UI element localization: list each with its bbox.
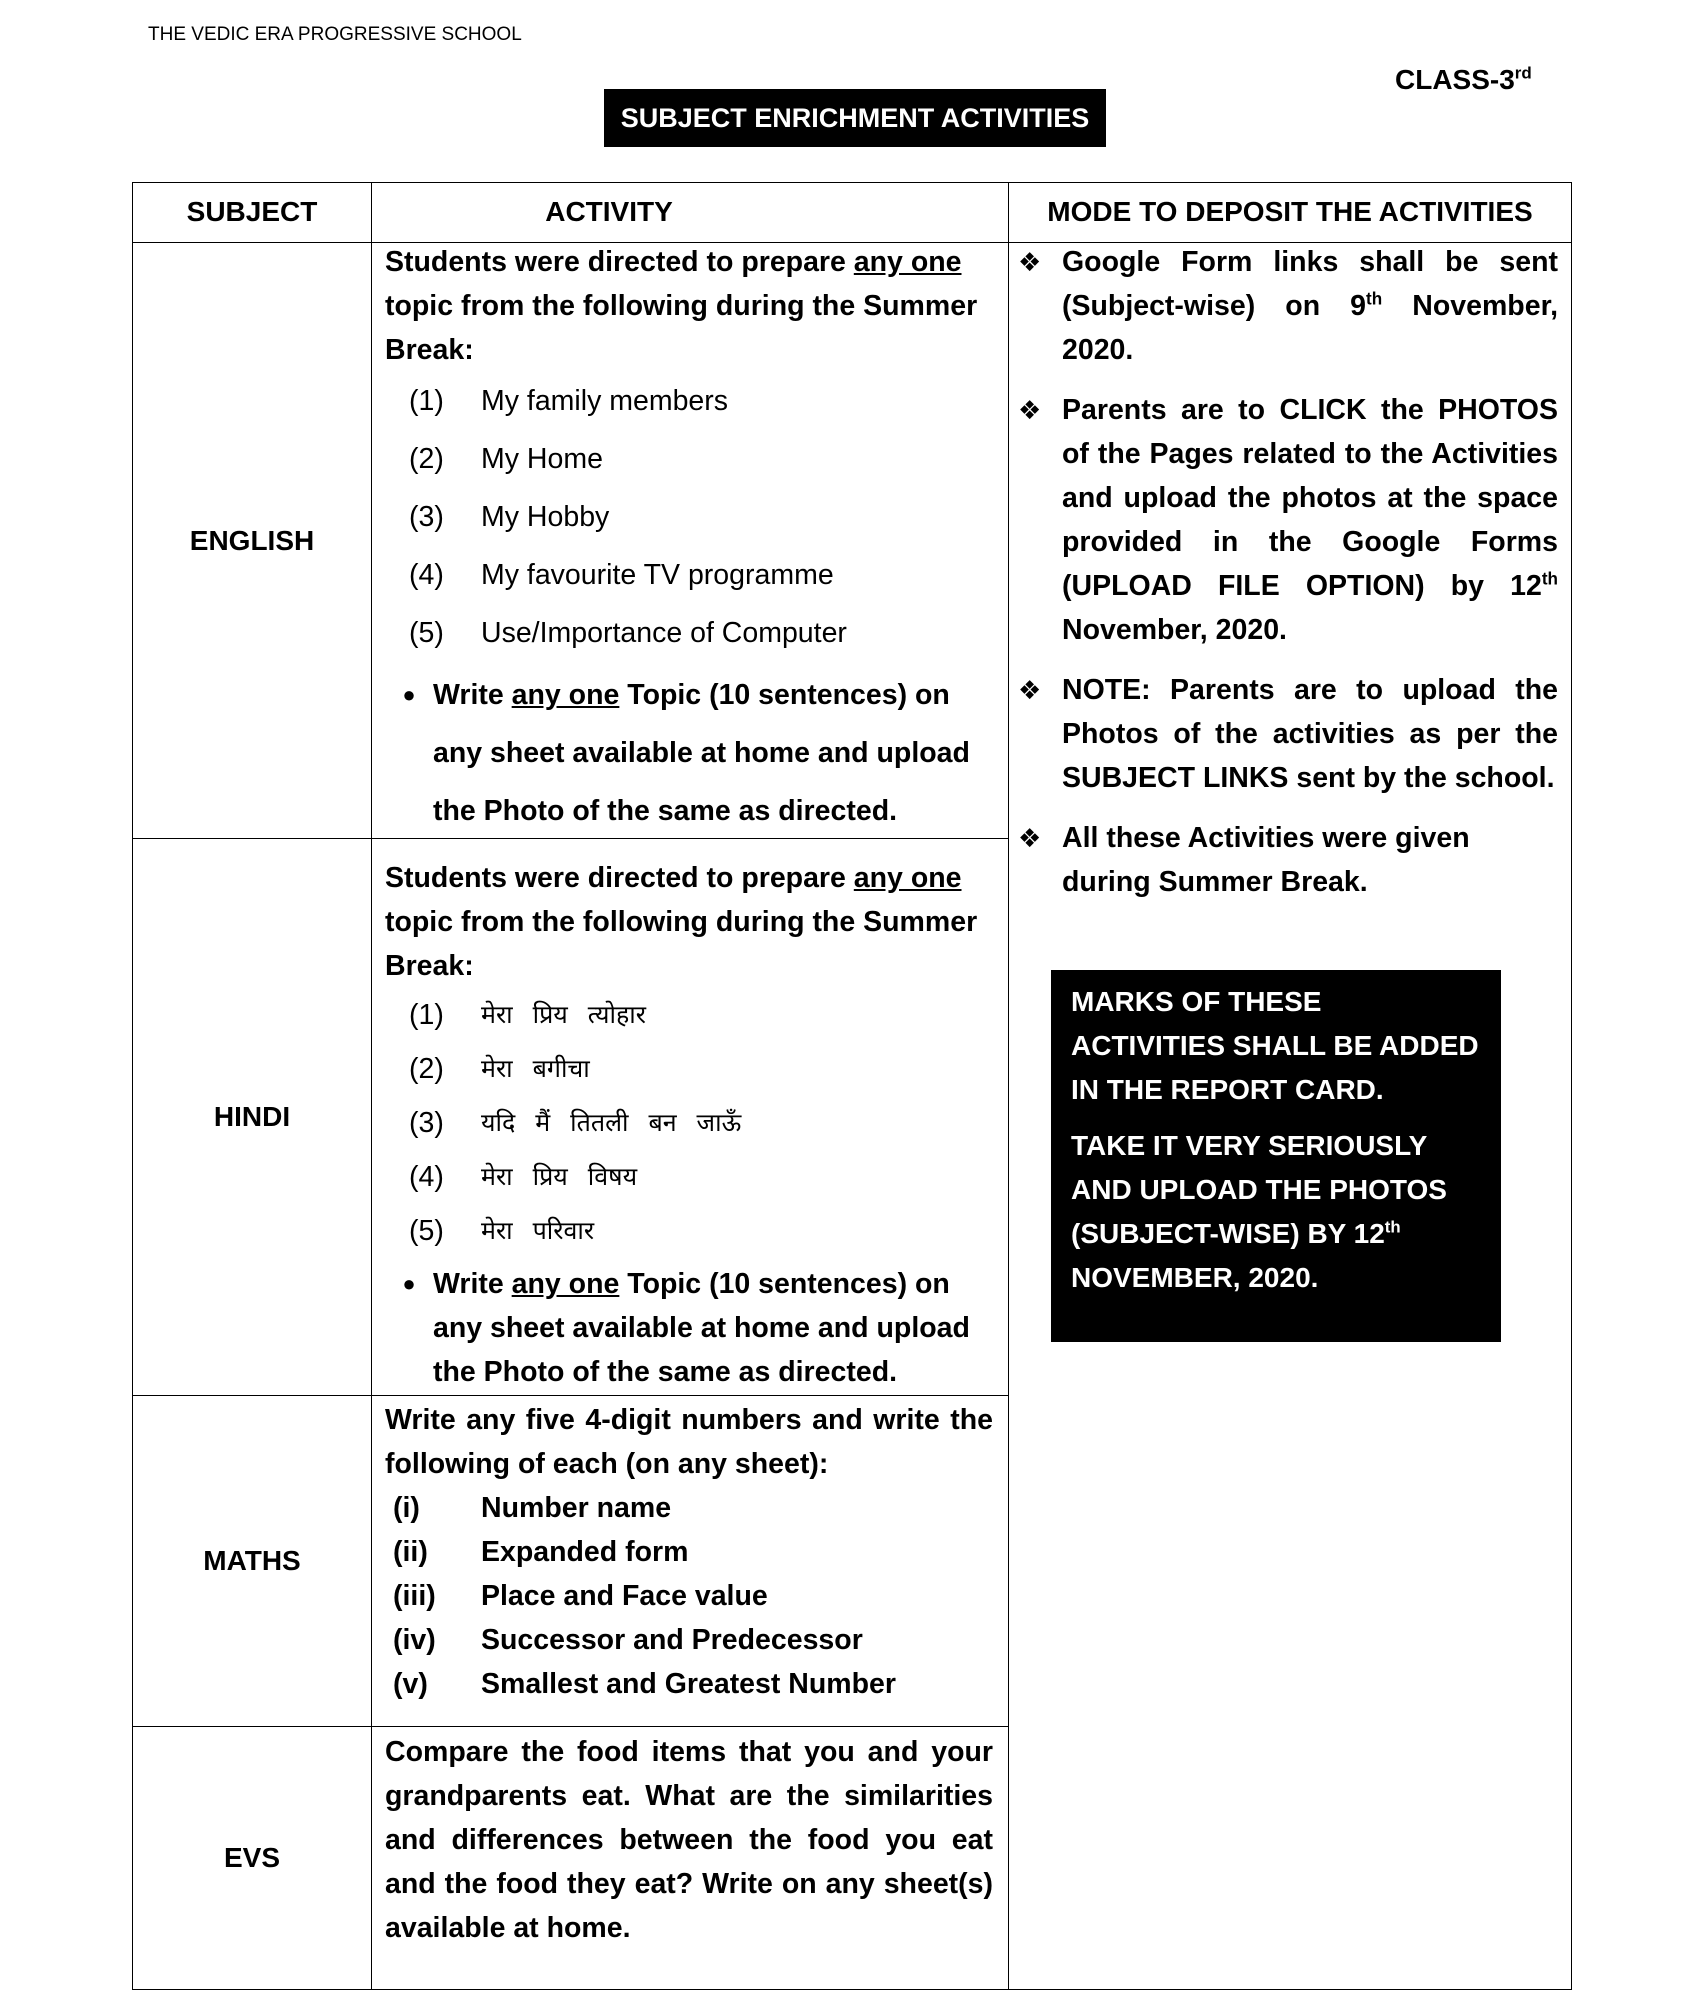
item-text: मेरा परिवार	[481, 1216, 595, 1245]
item-number: (2)	[409, 1053, 444, 1085]
list-item	[385, 1486, 993, 1530]
item-number: (ii)	[393, 1536, 428, 1568]
page-title: SUBJECT ENRICHMENT ACTIVITIES	[604, 89, 1106, 147]
item-number: (1)	[409, 385, 444, 417]
activity-note	[385, 1262, 993, 1394]
mode-item	[1018, 668, 1558, 800]
class-text: CLASS-3	[1395, 64, 1515, 95]
list-item	[385, 1530, 993, 1574]
item-text: Successor and Predecessor	[481, 1624, 863, 1656]
notice-text-2	[1071, 1124, 1481, 1300]
table-border-bottom	[132, 1989, 1572, 1990]
table-border-right	[1571, 182, 1572, 1990]
list-item	[385, 1096, 993, 1150]
item-number: (3)	[409, 1107, 444, 1139]
note-pre: Write	[433, 1268, 512, 1300]
list-item	[385, 488, 993, 546]
item-text: Use/Importance of Computer	[481, 617, 847, 649]
mode-item	[1018, 388, 1558, 652]
notice-text-pre: TAKE IT VERY SERIOUSLY AND UPLOAD THE PHOTOS (SUBJECT-WISE) BY 12	[1071, 1130, 1447, 1249]
list-item	[385, 1662, 993, 1706]
intro-pre: Students were directed to prepare	[385, 862, 854, 894]
activity-maths	[385, 1398, 993, 1706]
list-item	[385, 1150, 993, 1204]
note-post: Topic (10 sentences) on any sheet available at home and upload the Photo of the same as directed.	[433, 1268, 970, 1388]
item-number: (iv)	[393, 1624, 436, 1656]
ordinal-suffix: th	[1541, 569, 1558, 589]
class-label	[1395, 64, 1532, 96]
mode-item	[1018, 240, 1558, 372]
subject-english: ENGLISH	[189, 524, 315, 556]
item-text: My favourite TV programme	[481, 559, 834, 591]
note-underline: any one	[511, 1268, 620, 1300]
activity-intro: Write any five 4-digit numbers and write the following of each (on any sheet):	[385, 1404, 993, 1480]
intro-underline: any one	[853, 246, 962, 278]
intro-post: topic from the following during the Summer Break:	[385, 290, 978, 366]
column-header-subject: SUBJECT	[186, 196, 318, 227]
column-divider-2	[1008, 182, 1009, 1990]
list-item	[385, 1574, 993, 1618]
column-divider-1	[371, 182, 372, 1990]
item-text: My Home	[481, 443, 603, 475]
list-item	[385, 1618, 993, 1662]
column-header-mode: MODE TO DEPOSIT THE ACTIVITIES	[1047, 196, 1533, 227]
list-item	[385, 430, 993, 488]
mode-text: November, 2020.	[1062, 614, 1287, 646]
bullet-icon: ●	[402, 1271, 416, 1296]
list-item	[385, 1204, 993, 1258]
item-number: (1)	[409, 999, 444, 1031]
subject-evs: EVS	[223, 1842, 281, 1873]
item-text: My Hobby	[481, 501, 610, 533]
mode-item	[1018, 816, 1558, 904]
list-item	[385, 988, 993, 1042]
item-number: (i)	[393, 1492, 420, 1524]
list-item	[385, 546, 993, 604]
item-text: Smallest and Greatest Number	[481, 1668, 896, 1700]
item-text: मेरा बगीचा	[481, 1054, 590, 1083]
item-number: (4)	[409, 1161, 444, 1193]
bullet-icon: ●	[402, 682, 416, 707]
column-header-activity: ACTIVITY	[545, 196, 673, 227]
activity-intro	[385, 856, 993, 988]
list-item	[385, 604, 993, 662]
item-text: Place and Face value	[481, 1580, 768, 1612]
intro-post: topic from the following during the Summer Break:	[385, 906, 978, 982]
item-number: (2)	[409, 443, 444, 475]
item-text: Expanded form	[481, 1536, 689, 1568]
diamond-bullet-icon: ❖	[1018, 247, 1042, 277]
item-number: (4)	[409, 559, 444, 591]
item-text: मेरा प्रिय त्योहार	[481, 1000, 646, 1029]
notice-box	[1051, 970, 1501, 1342]
subject-hindi: HINDI	[213, 1101, 291, 1132]
item-number: (5)	[409, 617, 444, 649]
note-pre: Write	[433, 679, 512, 711]
list-item	[385, 372, 993, 430]
activity-hindi	[385, 856, 993, 1394]
list-item	[385, 1042, 993, 1096]
intro-pre: Students were directed to prepare	[385, 246, 854, 278]
activity-english	[385, 240, 993, 840]
activity-evs: Compare the food items that you and your grandparents eat. What are the similarities and differences between the food you eat and the food they eat? Write on any sheet(s) available at home.	[385, 1736, 993, 1944]
notice-text-post: NOVEMBER, 2020.	[1071, 1262, 1319, 1293]
item-number: (5)	[409, 1215, 444, 1247]
school-name: THE VEDIC ERA PROGRESSIVE SCHOOL	[148, 24, 522, 45]
ordinal-suffix: th	[1366, 289, 1383, 309]
mode-text: All these Activities were given during Summer Break.	[1062, 822, 1470, 898]
item-text: यदि मैं तितली बन जाऊँ	[481, 1108, 742, 1137]
class-suffix: rd	[1514, 63, 1532, 83]
ordinal-suffix: th	[1384, 1217, 1401, 1237]
item-number: (v)	[393, 1668, 428, 1700]
mode-column	[1018, 240, 1558, 920]
item-text: मेरा प्रिय विषय	[481, 1162, 638, 1191]
mode-text: NOTE: Parents are to upload the Photos of the activities as per the SUBJECT LINKS sent by the school.	[1062, 674, 1558, 794]
diamond-bullet-icon: ❖	[1018, 823, 1042, 853]
item-number: (3)	[409, 501, 444, 533]
activity-note	[385, 666, 993, 840]
note-underline: any one	[511, 679, 620, 711]
mode-text: Google Form links shall be sent (Subject-wise) on 9	[1062, 246, 1558, 322]
mode-text: November, 2020.	[1062, 290, 1559, 366]
diamond-bullet-icon: ❖	[1018, 675, 1042, 705]
item-text: My family members	[481, 385, 729, 417]
item-number: (iii)	[393, 1580, 436, 1612]
note-post: Topic (10 sentences) on any sheet available at home and upload the Photo of the same as directed.	[433, 679, 970, 827]
item-text: Number name	[481, 1492, 672, 1524]
diamond-bullet-icon: ❖	[1018, 395, 1042, 425]
subject-maths: MATHS	[203, 1545, 301, 1576]
notice-text: MARKS OF THESE ACTIVITIES SHALL BE ADDED IN THE REPORT CARD.	[1071, 986, 1479, 1105]
intro-underline: any one	[853, 862, 962, 894]
mode-text: Parents are to CLICK the PHOTOS of the Pages related to the Activities and upload the photos at the space provided in the Google Forms (UPLOAD FILE OPTION) by 12	[1062, 394, 1558, 602]
activity-intro	[385, 240, 993, 372]
